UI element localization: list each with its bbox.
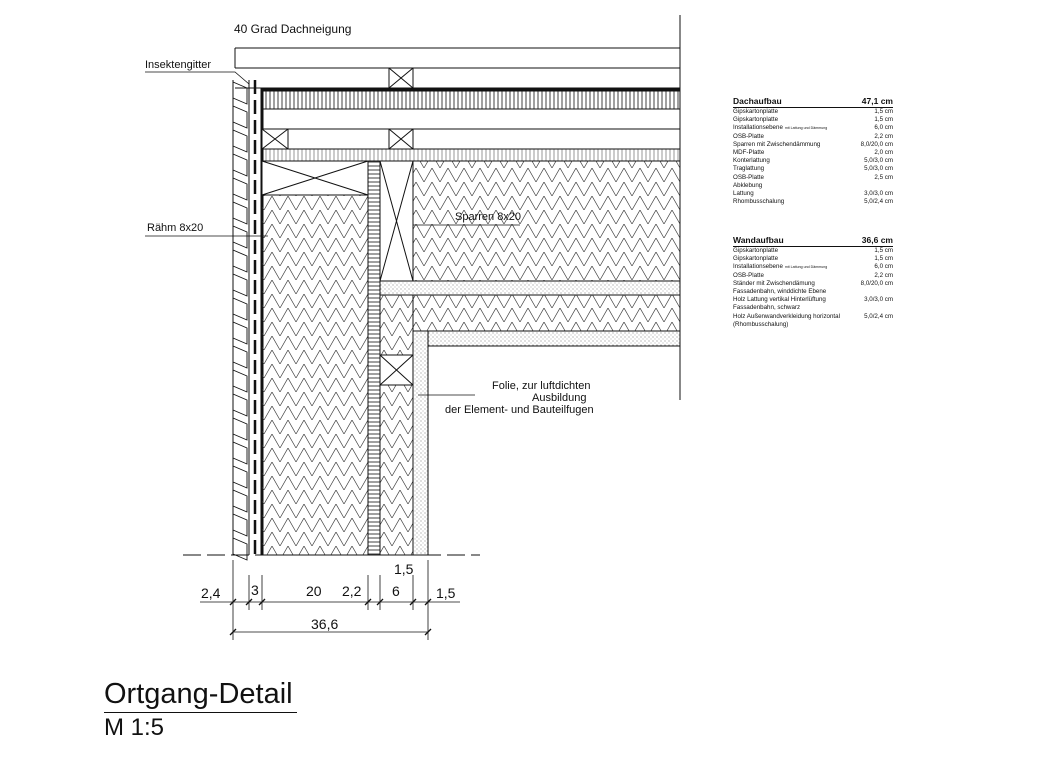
- layer-value: 2,2 cm: [874, 271, 893, 279]
- cladding-board: [233, 514, 247, 536]
- build-up-row: [733, 174, 893, 182]
- cladding-board: [233, 82, 247, 104]
- cladding-board: [233, 322, 247, 344]
- cladding-board: [233, 394, 247, 416]
- cladding-board: [233, 418, 247, 440]
- build-up-row: [733, 280, 893, 288]
- layer-value: 1,5 cm: [874, 247, 893, 254]
- build-up-row: [733, 190, 893, 198]
- foil-label-2: Ausbildung: [532, 392, 587, 404]
- dim-2-2: 2,2: [342, 583, 362, 599]
- roof-rafter-insulation: [413, 161, 680, 281]
- build-up-row: [733, 255, 893, 263]
- cladding-board: [233, 178, 247, 200]
- cladding-board: [233, 442, 247, 464]
- layer-value: 2,2 cm: [874, 132, 893, 140]
- build-up-row: [733, 304, 893, 312]
- layer-name: (Rhombusschalung): [733, 320, 789, 328]
- roof-counter-batten: [262, 129, 680, 149]
- layer-value: 3,0/3,0 cm: [864, 190, 893, 198]
- build-up-row: [733, 133, 893, 141]
- layer-value: 3,0/3,0 cm: [864, 296, 893, 304]
- cladding-board: [233, 370, 247, 392]
- drawing-title: Ortgang-Detail: [104, 676, 297, 713]
- layer-value: 5,0/3,0 cm: [864, 165, 893, 173]
- build-up-row: [733, 313, 893, 321]
- cladding-board: [233, 298, 247, 320]
- layer-name: Traglattung: [733, 165, 765, 173]
- layer-value: 5,0/2,4 cm: [864, 198, 893, 206]
- build-up-row: [733, 321, 893, 329]
- build-up-row: [733, 296, 893, 304]
- roof-installation-layer: [413, 295, 680, 331]
- layer-value: 2,5 cm: [874, 173, 893, 181]
- layer-name: Gipskartonplatte: [733, 108, 779, 115]
- wall-build-up-header: [733, 235, 893, 247]
- cladding-board: [233, 490, 247, 512]
- layer-name: Ständer mit Zwischendämung: [733, 279, 815, 287]
- wall-build-up-table: [733, 235, 893, 329]
- cladding-board: [233, 106, 247, 128]
- layer-name: OSB-Platte: [733, 173, 764, 181]
- roof-pitch-label: 40 Grad Dachneigung: [234, 22, 352, 36]
- layer-value: 8,0/20,0 cm: [860, 279, 893, 287]
- rafter-label: Sparren 8x20: [455, 211, 522, 223]
- dim-2-4: 2,4: [201, 585, 221, 601]
- build-up-row: [733, 116, 893, 124]
- layer-name: OSB-Platte: [733, 132, 764, 140]
- layer-name: MDF-Platte: [733, 149, 765, 157]
- layer-name: Gipskartonplatte: [733, 255, 779, 263]
- layer-value: 6,0 cm: [874, 124, 893, 132]
- layer-note: mit Lattung und Dämmung: [784, 126, 828, 131]
- build-up-row: [733, 149, 893, 157]
- layer-name: Installationsebene mit Lattung und Dämmung: [733, 263, 828, 271]
- roof-build-up-rows: [733, 108, 893, 206]
- cladding-board: [233, 346, 247, 368]
- wall-stud-insulation: [262, 195, 368, 555]
- cladding-board: [233, 226, 247, 248]
- build-up-row: [733, 247, 893, 255]
- cladding-board: [233, 538, 247, 560]
- build-up-row: [733, 182, 893, 190]
- dim-1-5-top: 1,5: [394, 561, 414, 577]
- insect-screen-label: Insektengitter: [145, 59, 212, 71]
- layer-name: Fassadenbahn, winddichte Ebene: [733, 288, 827, 296]
- build-up-row: [733, 263, 893, 271]
- layer-name: Sparren mit Zwischendämmung: [733, 140, 821, 148]
- roof-gypsum: [413, 331, 680, 346]
- build-up-row: [733, 108, 893, 116]
- layer-name: Installationsebene mit Lattung und Dämmung: [733, 124, 828, 132]
- cladding-board: [233, 130, 247, 152]
- roof-build-up-total: 47,1 cm: [861, 96, 893, 106]
- layer-value: 1,5 cm: [874, 108, 893, 115]
- layer-value: 2,0 cm: [874, 149, 893, 157]
- layer-name: Gipskartonplatte: [733, 247, 779, 254]
- wall-build-up-title: Wandaufbau: [733, 235, 784, 245]
- build-up-row: [733, 198, 893, 206]
- cladding-board: [233, 202, 247, 224]
- cladding-board: [233, 466, 247, 488]
- layer-name: Holz Lattung vertikal Hinterlüftung: [733, 296, 826, 304]
- layer-value: 5,0/3,0 cm: [864, 157, 893, 165]
- layer-value: 1,5 cm: [874, 255, 893, 263]
- wall-plate-section: [262, 161, 368, 195]
- wall-build-up-rows: [733, 247, 893, 329]
- build-up-row: [733, 272, 893, 280]
- build-up-row: [733, 165, 893, 173]
- layer-name: Konterlattung: [733, 157, 770, 165]
- wall-installation-layer: [380, 295, 413, 555]
- cladding-board: [233, 154, 247, 176]
- dim-1-5-right: 1,5: [436, 585, 456, 601]
- dim-total: 36,6: [311, 616, 339, 632]
- layer-value: 5,0/2,4 cm: [864, 312, 893, 320]
- roof-build-up-header: [733, 96, 893, 108]
- wall-gypsum: [413, 331, 428, 555]
- wall-build-up-total: 36,6 cm: [861, 235, 893, 245]
- layer-name: Abklebung: [733, 181, 763, 189]
- foil-label-3: der Element- und Bauteilfugen: [445, 404, 594, 416]
- dim-20: 20: [306, 583, 322, 599]
- roof-osb-layer: [261, 89, 680, 109]
- foil-label-1: Folie, zur luftdichten: [492, 380, 591, 392]
- layer-name: Fassadenbahn, schwarz: [733, 304, 801, 312]
- roof-build-up-table: [733, 96, 893, 206]
- roof-build-up-title: Dachaufbau: [733, 96, 782, 106]
- build-up-row: [733, 288, 893, 296]
- cladding-board: [233, 250, 247, 272]
- layer-note: mit Lattung und Dämmung: [784, 265, 828, 270]
- layer-value: 1,5 cm: [874, 116, 893, 124]
- wall-installation-batten: [380, 355, 413, 385]
- roof-mdf-layer: [262, 149, 680, 161]
- dim-6: 6: [392, 583, 400, 599]
- wall-osb: [368, 161, 380, 555]
- roof-osb-lower: [380, 281, 680, 295]
- rafter-section: [380, 161, 413, 281]
- drawing-scale: M 1:5: [104, 714, 165, 741]
- cladding-board: [233, 274, 247, 296]
- layer-name: OSB-Platte: [733, 271, 764, 279]
- cladding-boards: [233, 82, 247, 560]
- dim-3: 3: [251, 582, 259, 598]
- wall-plate-label: Rähm 8x20: [147, 222, 204, 234]
- roof-batten-top: [389, 68, 413, 88]
- layer-name: Rhombusschalung: [733, 198, 785, 206]
- layer-value: 8,0/20,0 cm: [860, 140, 893, 148]
- build-up-row: [733, 141, 893, 149]
- build-up-row: [733, 157, 893, 165]
- layer-name: Holz Außenwandverkleidung horizontal: [733, 312, 840, 320]
- layer-value: 6,0 cm: [874, 263, 893, 271]
- layer-name: Lattung: [733, 190, 754, 198]
- build-up-row: [733, 124, 893, 132]
- layer-name: Gipskartonplatte: [733, 116, 779, 124]
